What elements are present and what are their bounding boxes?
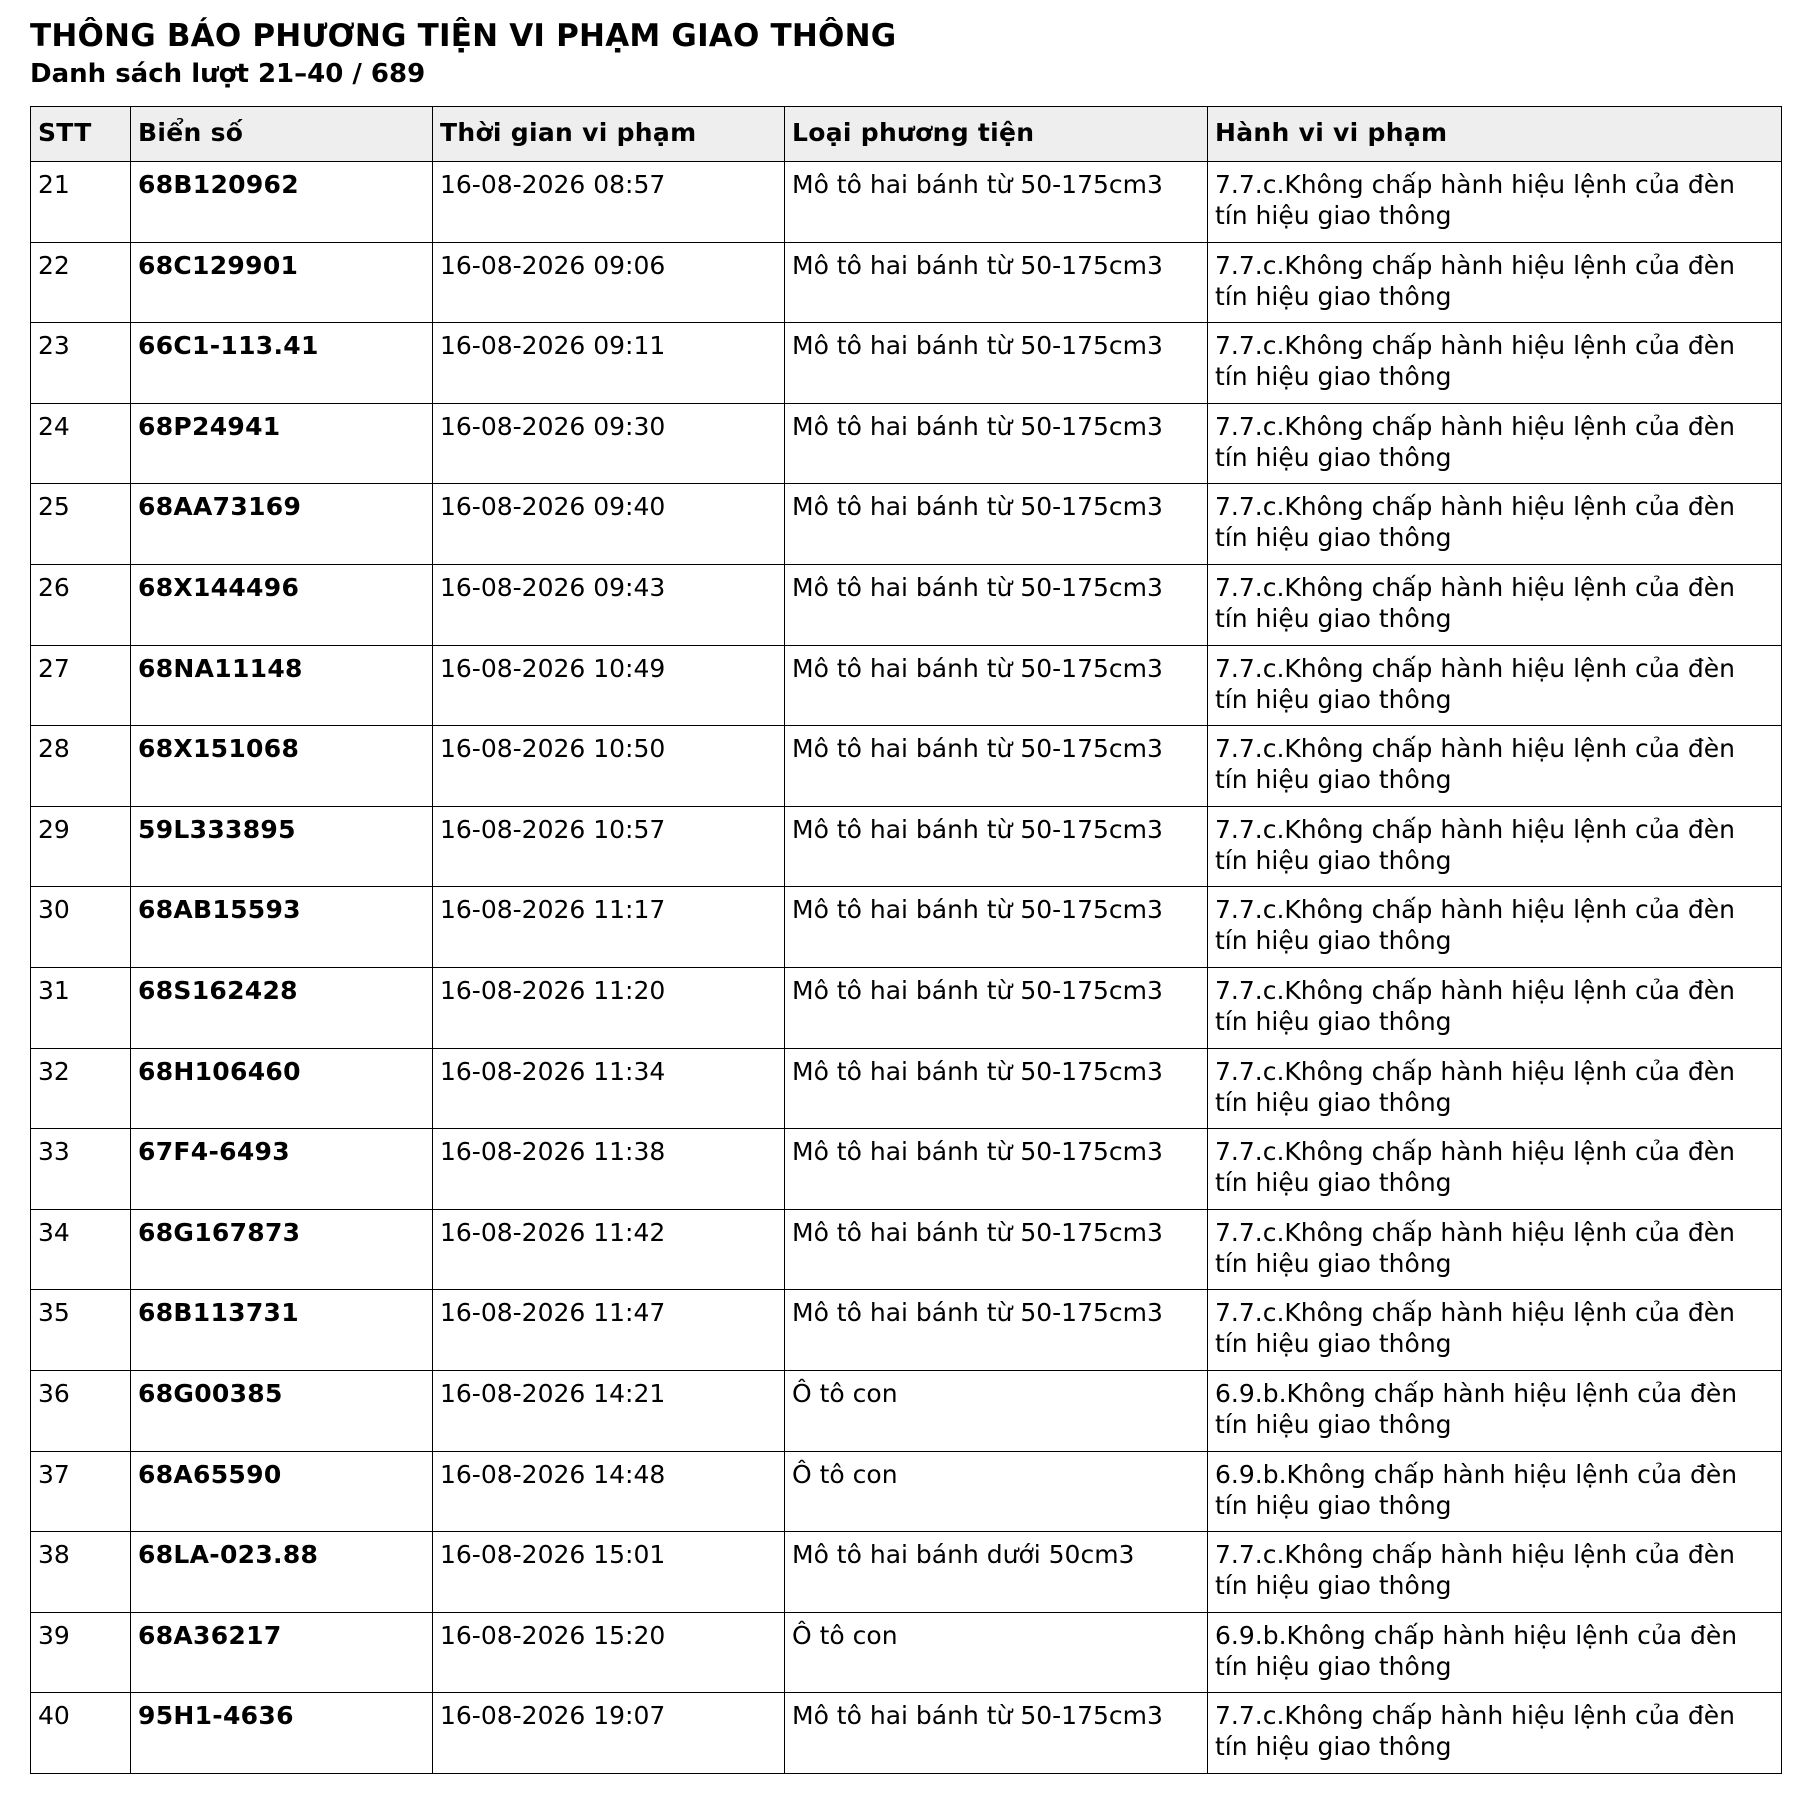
cell-time: 16-08-2026 11:17 bbox=[433, 887, 785, 968]
cell-time: 16-08-2026 08:57 bbox=[433, 162, 785, 243]
header-row bbox=[31, 107, 1782, 162]
cell-violation: 7.7.c.Không chấp hành hiệu lệnh của đèn tín hiệu giao thông bbox=[1208, 1532, 1782, 1613]
table-row bbox=[31, 726, 1782, 807]
cell-stt: 24 bbox=[31, 403, 131, 484]
table-row bbox=[31, 806, 1782, 887]
table-row bbox=[31, 887, 1782, 968]
cell-plate: 95H1-4636 bbox=[131, 1693, 433, 1774]
table-row bbox=[31, 1129, 1782, 1210]
cell-vehicle-type: Mô tô hai bánh từ 50-175cm3 bbox=[785, 1209, 1208, 1290]
cell-time: 16-08-2026 09:11 bbox=[433, 323, 785, 404]
cell-time: 16-08-2026 09:43 bbox=[433, 564, 785, 645]
cell-time: 16-08-2026 10:57 bbox=[433, 806, 785, 887]
cell-vehicle-type: Ô tô con bbox=[785, 1370, 1208, 1451]
cell-plate: 66C1-113.41 bbox=[131, 323, 433, 404]
cell-plate: 68A36217 bbox=[131, 1612, 433, 1693]
cell-stt: 33 bbox=[31, 1129, 131, 1210]
cell-vehicle-type: Mô tô hai bánh từ 50-175cm3 bbox=[785, 1129, 1208, 1210]
cell-violation: 7.7.c.Không chấp hành hiệu lệnh của đèn tín hiệu giao thông bbox=[1208, 726, 1782, 807]
cell-time: 16-08-2026 11:34 bbox=[433, 1048, 785, 1129]
cell-stt: 26 bbox=[31, 564, 131, 645]
cell-stt: 40 bbox=[31, 1693, 131, 1774]
cell-vehicle-type: Mô tô hai bánh từ 50-175cm3 bbox=[785, 564, 1208, 645]
cell-plate: 68NA11148 bbox=[131, 645, 433, 726]
cell-vehicle-type: Mô tô hai bánh từ 50-175cm3 bbox=[785, 1048, 1208, 1129]
table-row bbox=[31, 645, 1782, 726]
cell-stt: 39 bbox=[31, 1612, 131, 1693]
cell-time: 16-08-2026 11:38 bbox=[433, 1129, 785, 1210]
cell-stt: 22 bbox=[31, 242, 131, 323]
cell-plate: 68C129901 bbox=[131, 242, 433, 323]
cell-stt: 28 bbox=[31, 726, 131, 807]
cell-violation: 6.9.b.Không chấp hành hiệu lệnh của đèn tín hiệu giao thông bbox=[1208, 1370, 1782, 1451]
cell-plate: 68G167873 bbox=[131, 1209, 433, 1290]
cell-plate: 68H106460 bbox=[131, 1048, 433, 1129]
table-row bbox=[31, 484, 1782, 565]
cell-vehicle-type: Mô tô hai bánh từ 50-175cm3 bbox=[785, 1290, 1208, 1371]
cell-violation: 6.9.b.Không chấp hành hiệu lệnh của đèn tín hiệu giao thông bbox=[1208, 1612, 1782, 1693]
cell-stt: 38 bbox=[31, 1532, 131, 1613]
cell-vehicle-type: Mô tô hai bánh dưới 50cm3 bbox=[785, 1532, 1208, 1613]
cell-plate: 59L333895 bbox=[131, 806, 433, 887]
cell-vehicle-type: Mô tô hai bánh từ 50-175cm3 bbox=[785, 162, 1208, 243]
cell-stt: 36 bbox=[31, 1370, 131, 1451]
cell-violation: 7.7.c.Không chấp hành hiệu lệnh của đèn tín hiệu giao thông bbox=[1208, 967, 1782, 1048]
cell-plate: 68X151068 bbox=[131, 726, 433, 807]
cell-violation: 7.7.c.Không chấp hành hiệu lệnh của đèn tín hiệu giao thông bbox=[1208, 323, 1782, 404]
table-row bbox=[31, 1048, 1782, 1129]
cell-stt: 31 bbox=[31, 967, 131, 1048]
cell-violation: 7.7.c.Không chấp hành hiệu lệnh của đèn tín hiệu giao thông bbox=[1208, 1048, 1782, 1129]
cell-violation: 7.7.c.Không chấp hành hiệu lệnh của đèn tín hiệu giao thông bbox=[1208, 645, 1782, 726]
cell-violation: 7.7.c.Không chấp hành hiệu lệnh của đèn tín hiệu giao thông bbox=[1208, 1290, 1782, 1371]
cell-stt: 29 bbox=[31, 806, 131, 887]
table-row bbox=[31, 162, 1782, 243]
cell-stt: 27 bbox=[31, 645, 131, 726]
table-row bbox=[31, 1209, 1782, 1290]
cell-violation: 7.7.c.Không chấp hành hiệu lệnh của đèn tín hiệu giao thông bbox=[1208, 242, 1782, 323]
cell-plate: 68AA73169 bbox=[131, 484, 433, 565]
cell-violation: 7.7.c.Không chấp hành hiệu lệnh của đèn tín hiệu giao thông bbox=[1208, 484, 1782, 565]
cell-plate: 68G00385 bbox=[131, 1370, 433, 1451]
table-body bbox=[31, 162, 1782, 1774]
cell-violation: 7.7.c.Không chấp hành hiệu lệnh của đèn tín hiệu giao thông bbox=[1208, 806, 1782, 887]
table-header bbox=[31, 107, 1782, 162]
page-title: THÔNG BÁO PHƯƠNG TIỆN VI PHẠM GIAO THÔNG bbox=[30, 18, 897, 54]
cell-vehicle-type: Ô tô con bbox=[785, 1451, 1208, 1532]
cell-time: 16-08-2026 15:01 bbox=[433, 1532, 785, 1613]
header-time: Thời gian vi phạm bbox=[433, 107, 785, 162]
cell-plate: 68A65590 bbox=[131, 1451, 433, 1532]
cell-time: 16-08-2026 10:50 bbox=[433, 726, 785, 807]
cell-plate: 67F4-6493 bbox=[131, 1129, 433, 1210]
cell-vehicle-type: Mô tô hai bánh từ 50-175cm3 bbox=[785, 484, 1208, 565]
cell-stt: 34 bbox=[31, 1209, 131, 1290]
cell-time: 16-08-2026 19:07 bbox=[433, 1693, 785, 1774]
cell-stt: 21 bbox=[31, 162, 131, 243]
table-row bbox=[31, 1290, 1782, 1371]
cell-vehicle-type: Ô tô con bbox=[785, 1612, 1208, 1693]
cell-time: 16-08-2026 11:42 bbox=[433, 1209, 785, 1290]
cell-violation: 7.7.c.Không chấp hành hiệu lệnh của đèn tín hiệu giao thông bbox=[1208, 1209, 1782, 1290]
cell-stt: 25 bbox=[31, 484, 131, 565]
table-row bbox=[31, 1532, 1782, 1613]
cell-plate: 68B120962 bbox=[131, 162, 433, 243]
cell-plate: 68B113731 bbox=[131, 1290, 433, 1371]
cell-time: 16-08-2026 11:20 bbox=[433, 967, 785, 1048]
violations-table bbox=[30, 106, 1782, 1774]
cell-time: 16-08-2026 10:49 bbox=[433, 645, 785, 726]
table-row bbox=[31, 242, 1782, 323]
header-stt: STT bbox=[31, 107, 131, 162]
cell-stt: 32 bbox=[31, 1048, 131, 1129]
header-plate: Biển số bbox=[131, 107, 433, 162]
cell-time: 16-08-2026 14:48 bbox=[433, 1451, 785, 1532]
cell-vehicle-type: Mô tô hai bánh từ 50-175cm3 bbox=[785, 645, 1208, 726]
cell-vehicle-type: Mô tô hai bánh từ 50-175cm3 bbox=[785, 403, 1208, 484]
cell-vehicle-type: Mô tô hai bánh từ 50-175cm3 bbox=[785, 323, 1208, 404]
cell-time: 16-08-2026 09:30 bbox=[433, 403, 785, 484]
table-row bbox=[31, 1612, 1782, 1693]
cell-vehicle-type: Mô tô hai bánh từ 50-175cm3 bbox=[785, 887, 1208, 968]
cell-violation: 7.7.c.Không chấp hành hiệu lệnh của đèn tín hiệu giao thông bbox=[1208, 162, 1782, 243]
page-subtitle: Danh sách lượt 21–40 / 689 bbox=[30, 59, 426, 89]
cell-stt: 37 bbox=[31, 1451, 131, 1532]
cell-time: 16-08-2026 14:21 bbox=[433, 1370, 785, 1451]
table-row bbox=[31, 1693, 1782, 1774]
cell-vehicle-type: Mô tô hai bánh từ 50-175cm3 bbox=[785, 967, 1208, 1048]
table-row bbox=[31, 1370, 1782, 1451]
cell-plate: 68AB15593 bbox=[131, 887, 433, 968]
cell-vehicle-type: Mô tô hai bánh từ 50-175cm3 bbox=[785, 242, 1208, 323]
table-row bbox=[31, 564, 1782, 645]
cell-violation: 7.7.c.Không chấp hành hiệu lệnh của đèn tín hiệu giao thông bbox=[1208, 1129, 1782, 1210]
cell-stt: 30 bbox=[31, 887, 131, 968]
table-row bbox=[31, 1451, 1782, 1532]
cell-violation: 6.9.b.Không chấp hành hiệu lệnh của đèn tín hiệu giao thông bbox=[1208, 1451, 1782, 1532]
header-violation: Hành vi vi phạm bbox=[1208, 107, 1782, 162]
cell-plate: 68X144496 bbox=[131, 564, 433, 645]
cell-time: 16-08-2026 09:06 bbox=[433, 242, 785, 323]
cell-time: 16-08-2026 11:47 bbox=[433, 1290, 785, 1371]
table-row bbox=[31, 323, 1782, 404]
cell-stt: 35 bbox=[31, 1290, 131, 1371]
cell-time: 16-08-2026 15:20 bbox=[433, 1612, 785, 1693]
cell-vehicle-type: Mô tô hai bánh từ 50-175cm3 bbox=[785, 806, 1208, 887]
cell-plate: 68LA-023.88 bbox=[131, 1532, 433, 1613]
cell-violation: 7.7.c.Không chấp hành hiệu lệnh của đèn tín hiệu giao thông bbox=[1208, 1693, 1782, 1774]
cell-plate: 68S162428 bbox=[131, 967, 433, 1048]
cell-plate: 68P24941 bbox=[131, 403, 433, 484]
table-row bbox=[31, 967, 1782, 1048]
cell-violation: 7.7.c.Không chấp hành hiệu lệnh của đèn tín hiệu giao thông bbox=[1208, 564, 1782, 645]
cell-vehicle-type: Mô tô hai bánh từ 50-175cm3 bbox=[785, 1693, 1208, 1774]
cell-time: 16-08-2026 09:40 bbox=[433, 484, 785, 565]
cell-vehicle-type: Mô tô hai bánh từ 50-175cm3 bbox=[785, 726, 1208, 807]
table-row bbox=[31, 403, 1782, 484]
cell-stt: 23 bbox=[31, 323, 131, 404]
header-vehicle-type: Loại phương tiện bbox=[785, 107, 1208, 162]
cell-violation: 7.7.c.Không chấp hành hiệu lệnh của đèn tín hiệu giao thông bbox=[1208, 403, 1782, 484]
cell-violation: 7.7.c.Không chấp hành hiệu lệnh của đèn tín hiệu giao thông bbox=[1208, 887, 1782, 968]
